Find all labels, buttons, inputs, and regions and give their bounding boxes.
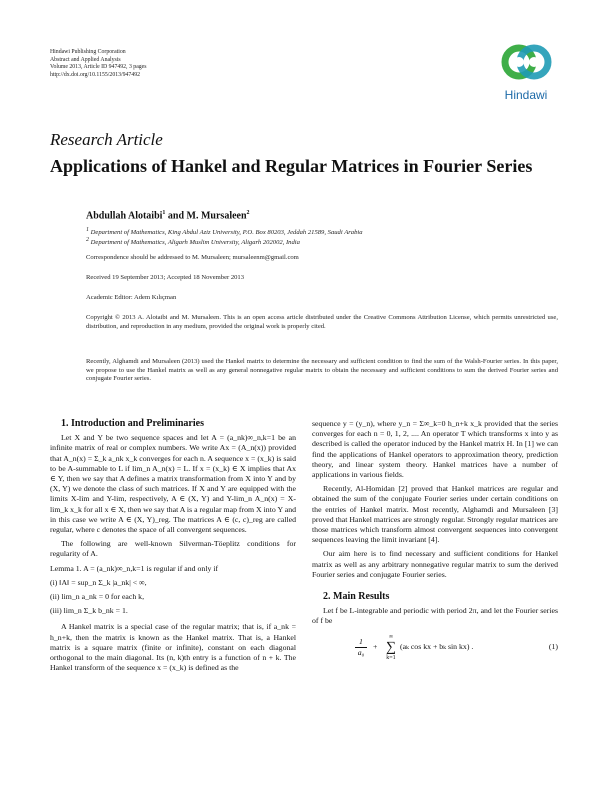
left-column xyxy=(50,419,296,677)
hindawi-logo-icon xyxy=(494,38,558,88)
copyright-notice: Copyright © 2013 A. Alotaibi and M. Mursaleen. This is an open access article distributed under the Creative Commons Attribution License, which permits unrestricted use, distribution, and reproduction in any medium, provided the original work is properly cited. xyxy=(86,314,558,330)
author-list xyxy=(86,210,250,221)
equation-number: (1) xyxy=(548,641,558,651)
article-type: Research Article xyxy=(50,130,163,149)
equation-fraction: $\frac{1}{\text{a₀}}$ xyxy=(355,637,367,657)
affiliation-marker: 2 xyxy=(246,210,250,216)
journal-name: Abstract and Applied Analysis xyxy=(50,56,121,63)
affiliation: $^2$ Department of Mathematics, Aligarh Muslim University, Aligarh 202002, India xyxy=(86,237,300,247)
abstract: Recently, Alghamdi and Mursaleen (2013) used the Hankel matrix to determine the necessary and sufficient condition to find the sum of the Walsh-Fourier series. In this paper, we propose to use the Hankel matrix as well as any general nonnegative regular matrix to obtain the necessary and sufficient conditions to sum the derived Fourier series and conjugate Fourier series. xyxy=(86,358,558,383)
paragraph: A Hankel matrix is a special case of the regular matrix; that is, if a_nk = h_n+k, then the matrix is known as the Hankel matrix. That is, a Hankel matrix is a square matrix (finite or infinite), constant on each diagonal orthogonal to the main diagonal. Its (n, k)th entry is a function of n + k. The Hankel transform of the sequence x = (x_k) is defined as the xyxy=(50,622,296,673)
publisher: Hindawi Publishing Corporation xyxy=(50,49,126,55)
affiliation-marker: 1 xyxy=(86,227,89,233)
section-heading: 1. Introduction and Preliminaries xyxy=(61,418,204,429)
dates: Received 19 September 2013; Accepted 18 November 2013 xyxy=(86,274,245,281)
lemma-statement: Lemma 1. A = (a_nk)∞_n,k=1 is regular if and only if xyxy=(50,563,219,573)
summation: ∞ ∑ k=1 xyxy=(386,633,396,661)
article-title: Applications of Hankel and Regular Matrices in Fourier Series xyxy=(50,156,533,176)
correspondence: Correspondence should be addressed to M. Mursaleen; mursaleenm@gmail.com xyxy=(86,254,299,261)
paragraph: Let X and Y be two sequence spaces and let A = (a_nk)∞_n,k=1 be an infinite matrix of real or complex numbers. We write Ax = (A_n(x)) provided that A_n(x) = Σ_k a_nk x_k converges for each n. A sequence x = (x_k) is said to be A-summable to L if lim_n A_n(x) = L. If x = (x_k) ∈ X implies that Ax ∈ Y, then we say that A defines a matrix transformation from X into Y and by (X, Y) we denote the class of such matrices. If X and Y are equipped with the limits X-lim and Y-lim, respectively, A ∈ (X, Y) and Y-lim_n A_n(x) = X-lim_k x_k for all x ∈ X, then we say that A is a regular map from X into Y and in this case we write A ∈ (X, Y)_reg. The matrices A ∈ (c, c)_reg are called regular, where c denotes the space of all convergent sequences. xyxy=(50,433,296,535)
volume-info: Volume 2013, Article ID 947492, 3 pages xyxy=(50,64,147,71)
academic-editor: Academic Editor: Adem Kılıçman xyxy=(86,294,177,301)
paragraph: sequence y = (y_n), where y_n = Σ∞_k=0 h_n+k x_k provided that the series converges for each n = 0, 1, 2, .... An operator T which transforms x into y as described is called the operator induced by the Hankel matrix H. In [1] we can find the applications of Hankel operators to approximation theory, prediction theory, and linear system theory. Hankel matrices have a number of applications in various fields. xyxy=(312,419,558,480)
equation xyxy=(312,633,558,667)
author-name: Abdullah Alotaibi xyxy=(86,210,163,222)
logo-text: Hindawi xyxy=(504,88,548,102)
affiliation-marker: 1 xyxy=(162,210,166,216)
author-conjunction: and xyxy=(165,210,187,222)
affiliation-marker: 2 xyxy=(86,237,89,243)
equation-body: (aₖ cos kx + bₖ sin kx) . xyxy=(400,641,474,651)
doi-link[interactable]: http://dx.doi.org/10.1155/2013/947492 xyxy=(50,71,141,78)
paragraph: Recently, Al-Homidan [2] proved that Hankel matrices are regular and obtained the sum of the conjugate Fourier series under certain conditions on the entries of Hankel matrix. Most recently, Alghamdi and Mursaleen [3] proved that Hankel matrices are strongly regular. Strongly regular matrices are those matrices which transform almost convergent sequences into convergent sequences leaving the limit invariant [4]. xyxy=(312,484,558,545)
lemma-condition: (iii) lim_n Σ_k b_nk = 1. xyxy=(50,606,128,616)
plus-sign: + xyxy=(373,641,378,651)
author-name: M. Mursaleen xyxy=(186,210,247,222)
paragraph: Let f be L-integrable and periodic with period 2π, and let the Fourier series of f be xyxy=(312,606,558,626)
right-column xyxy=(312,419,558,667)
journal-header xyxy=(50,49,147,79)
affiliation: $^1$ Department of Mathematics, King Abdul Aziz University, P.O. Box 80203, Jeddah 21589, Saudi Arabia xyxy=(86,227,363,237)
paragraph: The following are well-known Silverman-Töeplitz conditions for regularity of A. xyxy=(50,539,296,559)
hindawi-logo xyxy=(494,38,558,108)
lemma-condition: (ii) lim_n a_nk = 0 for each k, xyxy=(50,592,145,602)
lemma-condition: (i) ‖A‖ = sup_n Σ_k |a_nk| < ∞, xyxy=(50,577,147,587)
paragraph: Our aim here is to find necessary and sufficient conditions for Hankel matrix as well as any arbitrary nonnegative regular matrix to sum the derived Fourier series and conjugate Fourier series. xyxy=(312,549,558,579)
section-heading: 2. Main Results xyxy=(323,591,390,603)
